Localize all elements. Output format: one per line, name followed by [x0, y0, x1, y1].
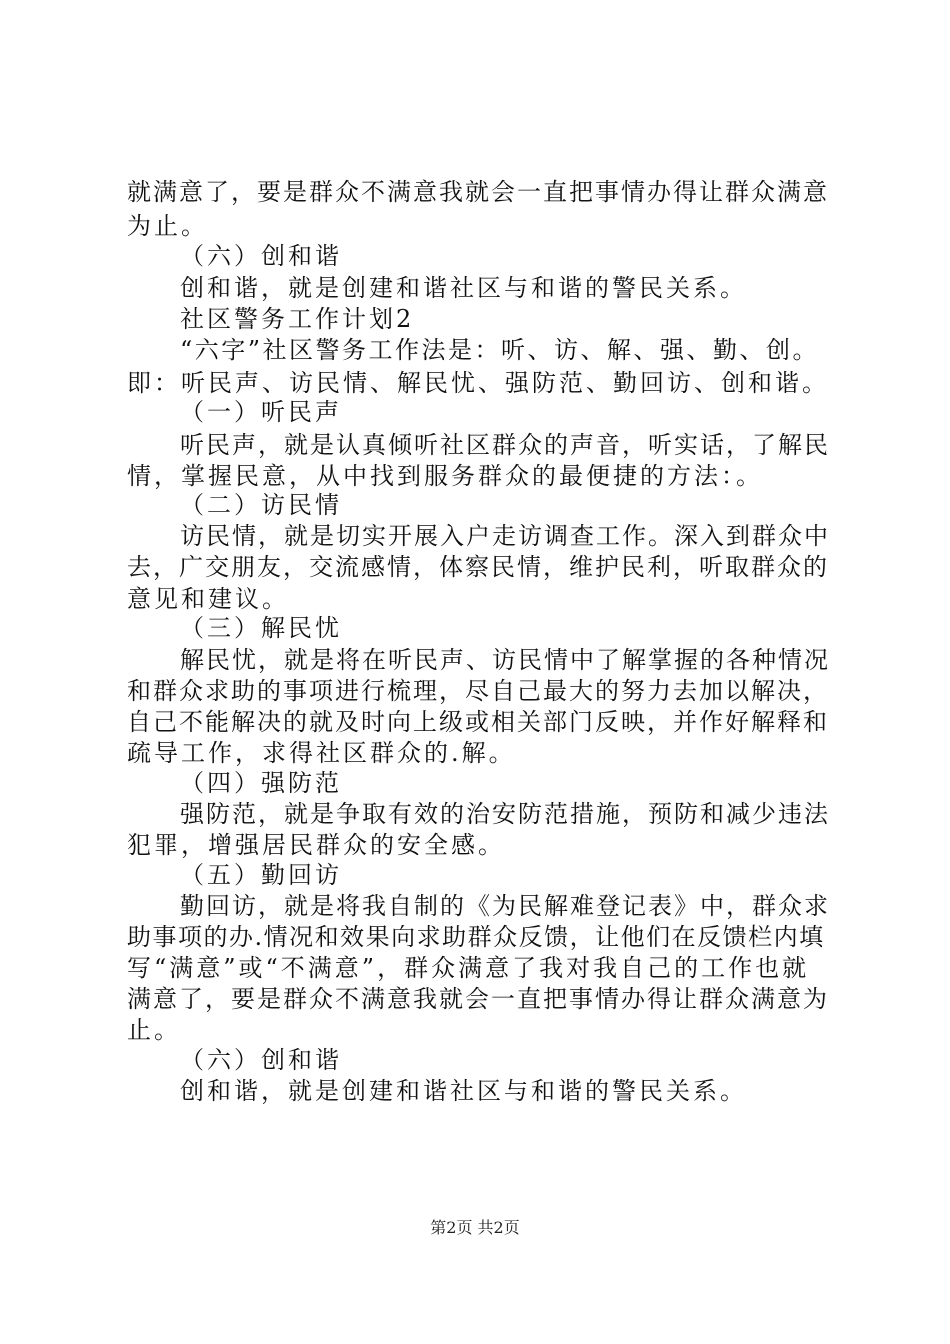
text-line: 为止。 — [127, 212, 208, 240]
text-line: 助事项的办.情况和效果向求助群众反馈，让他们在反馈栏内填 — [127, 923, 825, 951]
text-line: 自己不能解决的就及时向上级或相关部门反映，并作好解释和 — [127, 708, 829, 736]
page-number-footer: 第2页 共2页 — [430, 1218, 520, 1237]
text-line: 意见和建议。 — [127, 585, 289, 613]
text-line: 访民情，就是切实开展入户走访调查工作。深入到群众中 — [180, 522, 830, 550]
section-heading: （一）听民声 — [180, 398, 342, 426]
text-line: 勤回访，就是将我自制的《为民解难登记表》中，群众求 — [180, 892, 830, 920]
section-heading: （六）创和谐 — [180, 242, 342, 270]
section-heading: （五）勤回访 — [180, 861, 342, 889]
text-line: 疏导工作，求得社区群众的.解。 — [127, 739, 516, 767]
text-line: “六字”社区警务工作法是：听、访、解、强、勤、创。 — [180, 336, 820, 364]
section-heading: （二）访民情 — [180, 491, 342, 519]
text-line: 创和谐，就是创建和谐社区与和谐的警民关系。 — [180, 274, 747, 302]
section-heading: （六）创和谐 — [180, 1046, 342, 1074]
section-heading: （四）强防范 — [180, 769, 342, 797]
text-line: 强防范，就是争取有效的治安防范措施，预防和减少违法 — [180, 800, 830, 828]
document-title: 社区警务工作计划2 — [180, 305, 415, 333]
text-line: 听民声，就是认真倾听社区群众的声音，听实话，了解民 — [180, 431, 830, 459]
text-line: 犯罪，增强居民群众的安全感。 — [127, 831, 505, 859]
text-line: 写“满意”或“不满意”，群众满意了我对我自己的工作也就 — [127, 954, 810, 982]
text-line: 去，广交朋友，交流感情，体察民情，维护民利，听取群众的 — [127, 553, 829, 581]
text-line: 创和谐，就是创建和谐社区与和谐的警民关系。 — [180, 1077, 747, 1105]
text-line: 情，掌握民意，从中找到服务群众的最便捷的方法：。 — [127, 462, 763, 490]
text-line: 即：听民声、访民情、解民忧、强防范、勤回访、创和谐。 — [127, 369, 829, 397]
text-line: 满意了，要是群众不满意我就会一直把事情办得让群众满意为 — [127, 985, 829, 1013]
text-line: 止。 — [127, 1016, 181, 1044]
text-line: 和群众求助的事项进行梳理，尽自己最大的努力去加以解决， — [127, 677, 829, 705]
section-heading: （三）解民忧 — [180, 614, 342, 642]
text-line: 就满意了，要是群众不满意我就会一直把事情办得让群众满意 — [127, 178, 829, 206]
text-line: 解民忧，就是将在听民声、访民情中了解掌握的各种情况 — [180, 646, 830, 674]
